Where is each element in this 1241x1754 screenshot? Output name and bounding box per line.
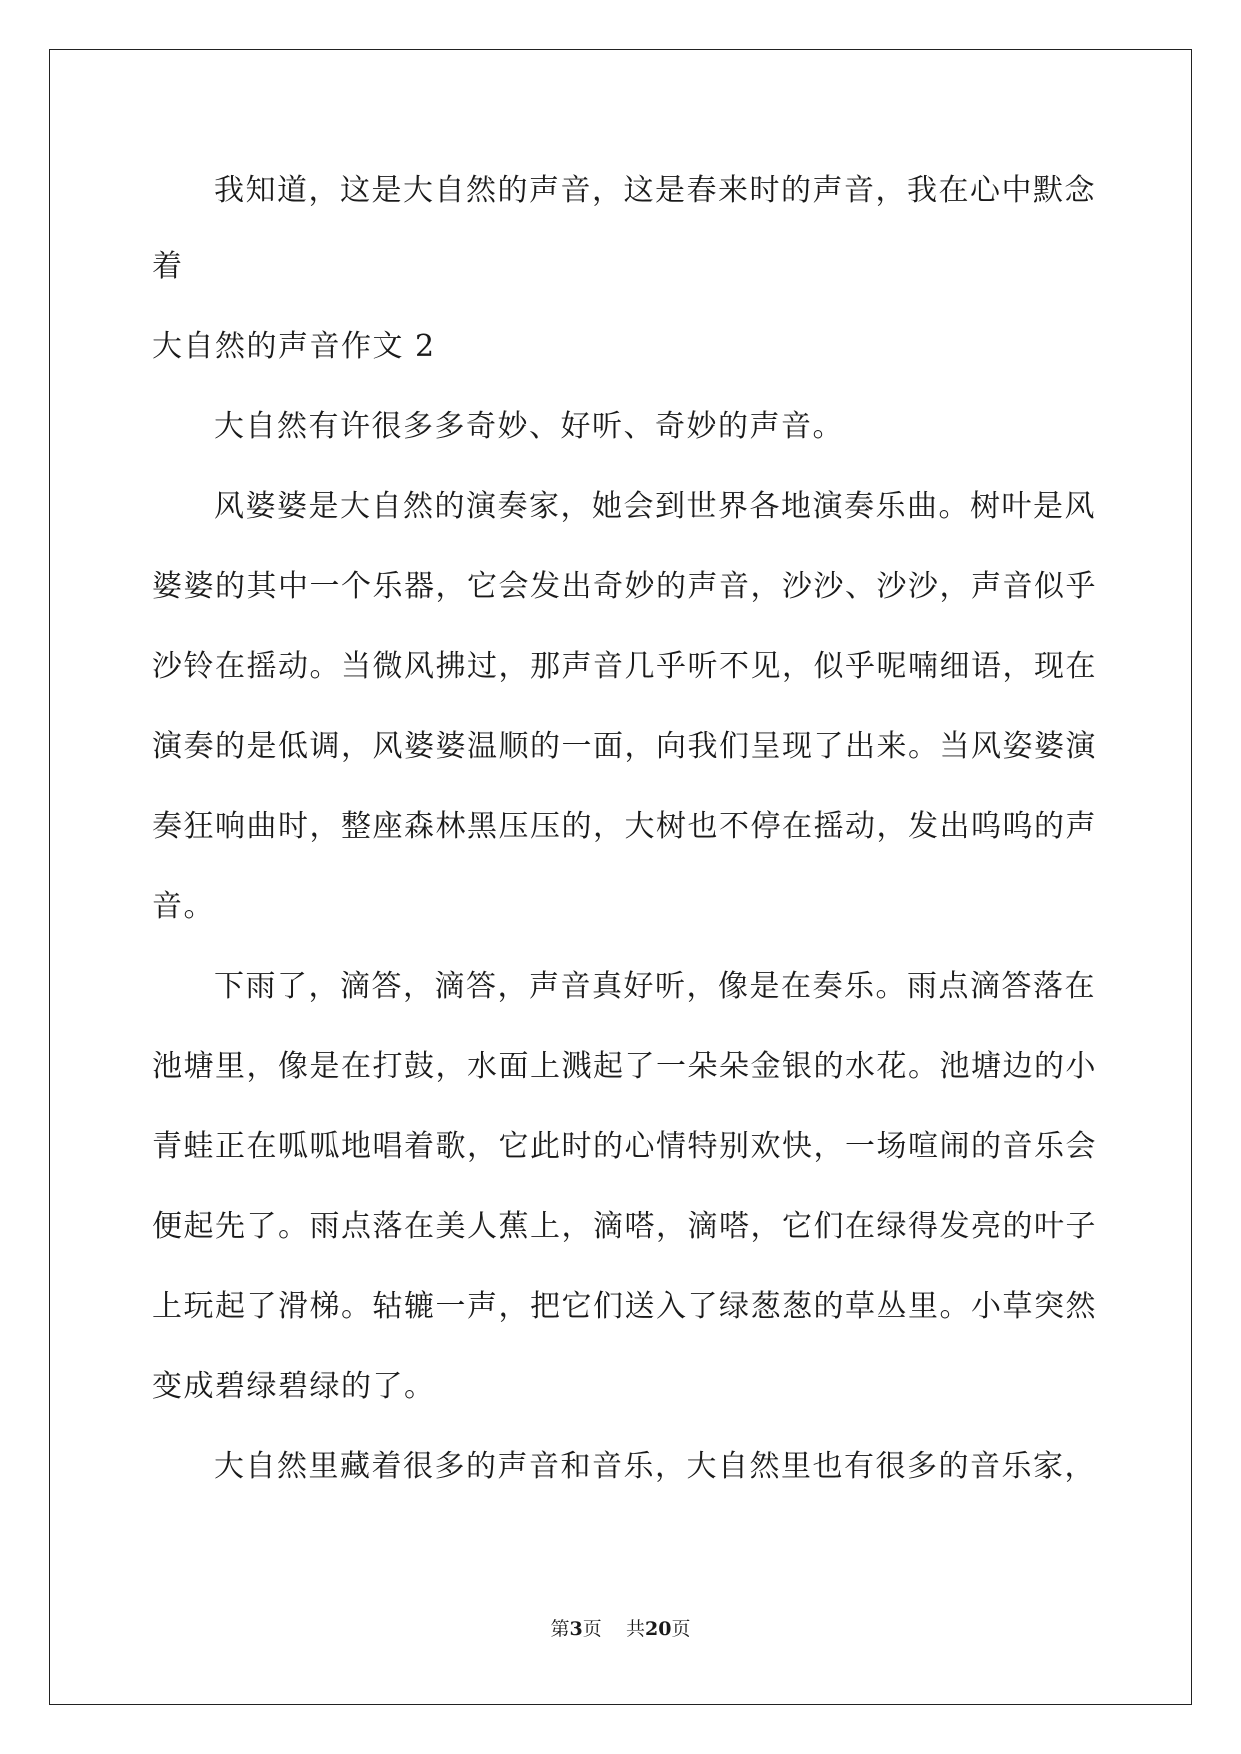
text-line: 我知道，这是大自然的声音，这是春来时的声音，我在心中默念 — [214, 173, 1096, 208]
text-line: 音。 — [152, 889, 215, 924]
paragraph — [152, 947, 1097, 1427]
text-line: 青蛙正在呱呱地唱着歌，它此时的心情特别欢快，一场喧闹的音乐会 — [152, 1129, 1097, 1164]
page-number: 3 — [569, 1618, 583, 1640]
text-line: 奏狂响曲时，整座森林黑压压的，大树也不停在摇动，发出呜呜的声 — [152, 809, 1097, 844]
text-line: 着 — [152, 249, 184, 284]
total-pages: 20 — [644, 1618, 672, 1640]
text-line: 大自然的声音作文 2 — [152, 329, 436, 364]
text-line: 风婆婆是大自然的演奏家，她会到世界各地演奏乐曲。树叶是风 — [214, 489, 1096, 524]
paragraph — [152, 467, 1097, 947]
paragraph — [152, 387, 1092, 467]
text-line: 便起先了。雨点落在美人蕉上，滴嗒，滴嗒，它们在绿得发亮的叶子 — [152, 1209, 1097, 1244]
text-line: 婆婆的其中一个乐器，它会发出奇妙的声音，沙沙、沙沙，声音似乎 — [152, 569, 1097, 604]
page-footer — [0, 1614, 1241, 1641]
text-line: 上玩起了滑梯。轱辘一声，把它们送入了绿葱葱的草丛里。小草突然 — [152, 1289, 1097, 1324]
paragraph — [152, 1427, 1096, 1507]
total-suffix: 页 — [671, 1618, 691, 1640]
paragraph — [152, 155, 1096, 307]
text-line: 大自然里藏着很多的声音和音乐，大自然里也有很多的音乐家， — [214, 1449, 1096, 1484]
total-prefix: 共 — [625, 1618, 645, 1640]
text-line: 演奏的是低调，风婆婆温顺的一面，向我们呈现了出来。当风姿婆演 — [152, 729, 1097, 764]
text-line: 下雨了，滴答，滴答，声音真好听，像是在奏乐。雨点滴答落在 — [214, 969, 1096, 1004]
document-body — [152, 155, 1097, 1507]
text-line: 池塘里，像是在打鼓，水面上溅起了一朵朵金银的水花。池塘边的小 — [152, 1049, 1097, 1084]
page-prefix: 第 — [550, 1618, 570, 1640]
page-suffix: 页 — [582, 1618, 602, 1640]
section-heading — [152, 307, 1092, 387]
text-line: 沙铃在摇动。当微风拂过，那声音几乎听不见，似乎呢喃细语，现在 — [152, 649, 1097, 684]
text-line: 大自然有许很多多奇妙、好听、奇妙的声音。 — [214, 409, 844, 444]
text-line: 变成碧绿碧绿的了。 — [152, 1369, 436, 1404]
